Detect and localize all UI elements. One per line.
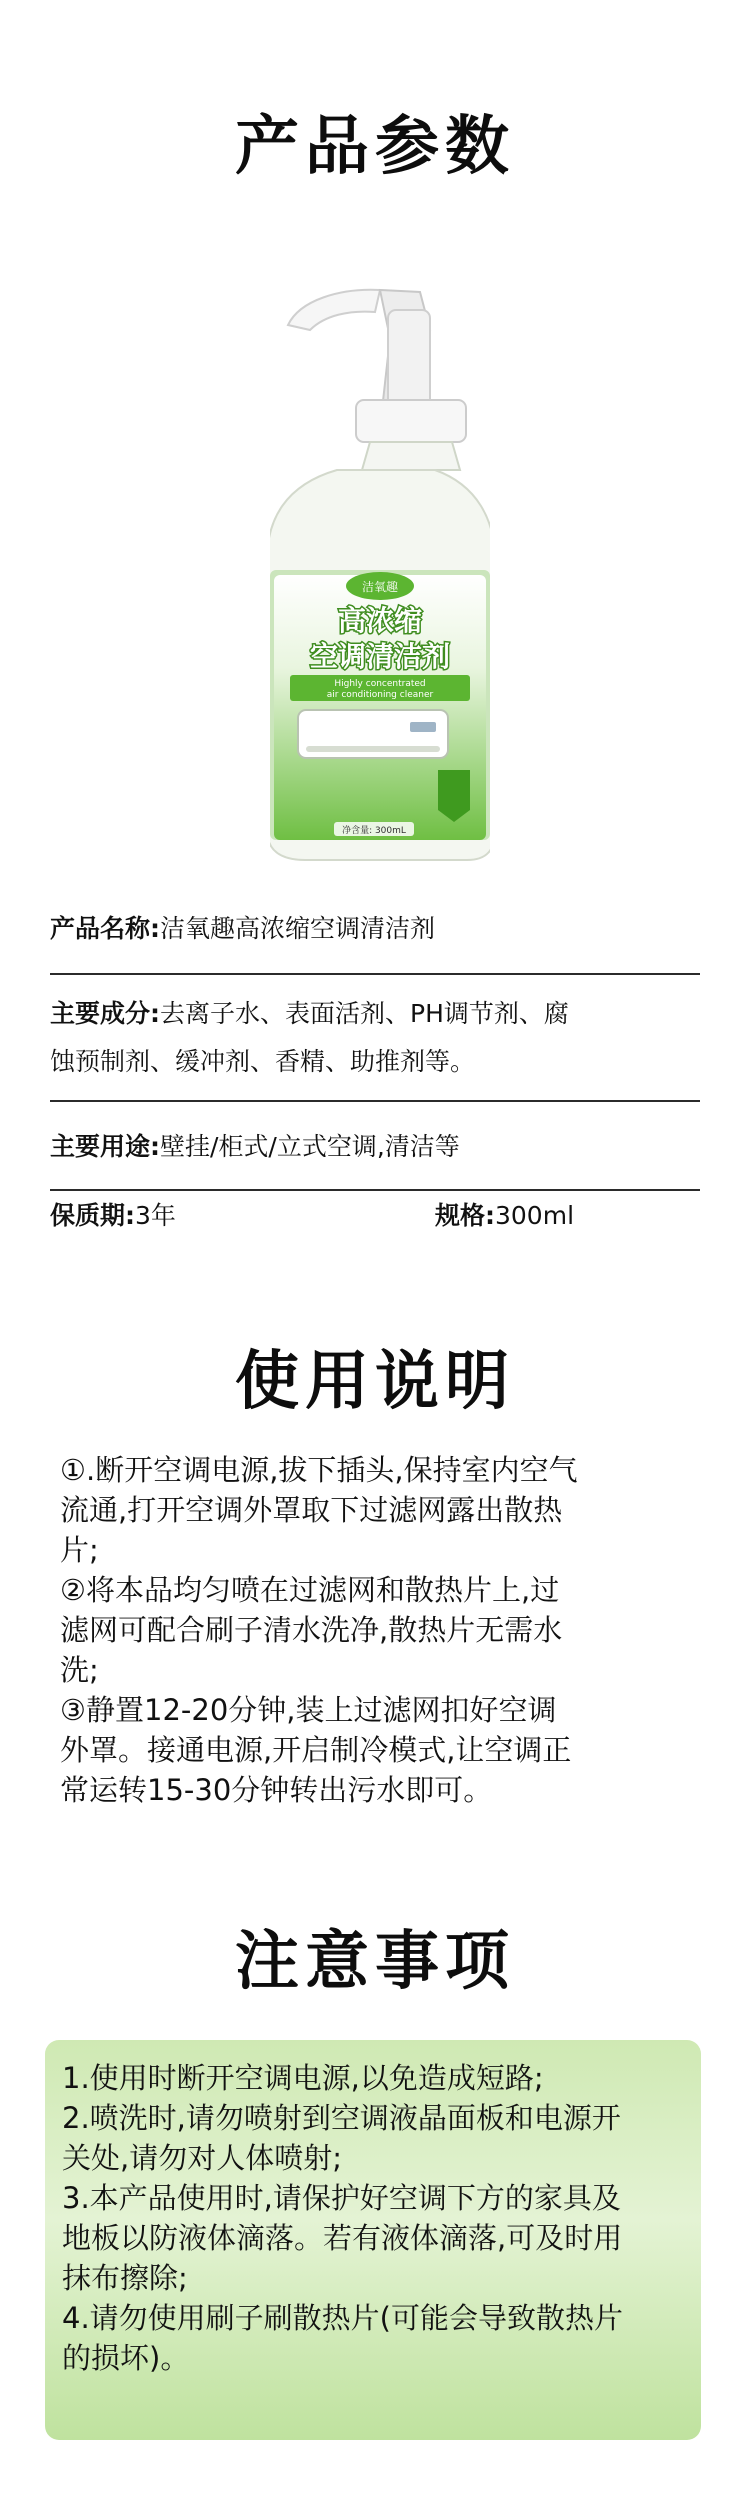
notice-line: 的损坏)。 bbox=[62, 2341, 190, 2375]
usage-line: ①.断开空调电源,拔下插头,保持室内空气 bbox=[60, 1453, 578, 1487]
param-use-row bbox=[50, 1123, 700, 1171]
bottle-volume: 净含量: 300mL bbox=[342, 826, 406, 836]
usage-line: 片; bbox=[60, 1533, 99, 1567]
param-ingredients-value-1: 去离子水、表面活剂、PH调节剂、腐 bbox=[160, 999, 569, 1028]
usage-line: 常运转15-30分钟转出污水即可。 bbox=[60, 1773, 493, 1807]
notice-title: 注意事项 bbox=[235, 1925, 515, 1999]
usage-line: 流通,打开空调外罩取下过滤网露出散热 bbox=[60, 1493, 563, 1527]
notice-line: 1.使用时断开空调电源,以免造成短路; bbox=[62, 2061, 544, 2095]
usage-line: 滤网可配合刷子清水洗净,散热片无需水 bbox=[60, 1613, 563, 1647]
notice-line: 抹布擦除; bbox=[62, 2261, 188, 2295]
usage-line: ③静置12-20分钟,装上过滤网扣好空调 bbox=[60, 1693, 557, 1727]
param-use-value: 壁挂/柜式/立式空调,清洁等 bbox=[160, 1132, 460, 1161]
param-ingredients-value-2: 蚀预制剂、缓冲剂、香精、助推剂等。 bbox=[50, 1047, 476, 1076]
param-ingredients-row bbox=[50, 990, 700, 1086]
notice-line: 关处,请勿对人体喷射; bbox=[62, 2141, 342, 2175]
notice-text bbox=[62, 2058, 682, 2378]
usage-line: ②将本品均匀喷在过滤网和散热片上,过 bbox=[60, 1573, 560, 1607]
param-spec-label: 规格: bbox=[435, 1201, 495, 1230]
params-title: 产品参数 bbox=[235, 110, 515, 184]
param-ingredients-label: 主要成分: bbox=[50, 999, 160, 1028]
usage-line: 外罩。接通电源,开启制冷模式,让空调正 bbox=[60, 1733, 572, 1767]
param-use-label: 主要用途: bbox=[50, 1132, 160, 1161]
divider bbox=[50, 1189, 700, 1191]
param-shelf-row bbox=[50, 1192, 700, 1240]
param-name-row bbox=[50, 905, 700, 953]
product-bottle-image bbox=[270, 270, 490, 870]
notice-line: 4.请勿使用刷子刷散热片(可能会导致散热片 bbox=[62, 2301, 623, 2335]
bottle-en-line2: air conditioning cleaner bbox=[326, 690, 434, 700]
bottle-badge-text: 洁氧趣 bbox=[361, 580, 399, 594]
param-shelf-value: 3年 bbox=[135, 1201, 176, 1230]
param-name-label: 产品名称: bbox=[50, 914, 160, 943]
notice-line: 2.喷洗时,请勿喷射到空调液晶面板和电源开 bbox=[62, 2101, 621, 2135]
divider bbox=[50, 973, 700, 975]
bottle-en-line1: Highly concentrated bbox=[334, 679, 426, 689]
divider bbox=[50, 1100, 700, 1102]
param-name-value: 洁氧趣高浓缩空调清洁剂 bbox=[160, 914, 436, 943]
usage-text bbox=[60, 1450, 680, 1810]
param-spec-value: 300ml bbox=[495, 1201, 575, 1230]
bottle-label-line1: 高浓缩 bbox=[337, 604, 423, 637]
usage-title: 使用说明 bbox=[235, 1345, 515, 1419]
param-spec bbox=[435, 1192, 574, 1240]
notice-line: 3.本产品使用时,请保护好空调下方的家具及 bbox=[62, 2181, 621, 2215]
usage-line: 洗; bbox=[60, 1653, 99, 1687]
notice-line: 地板以防液体滴落。若有液体滴落,可及时用 bbox=[62, 2221, 623, 2255]
param-shelf-label: 保质期: bbox=[50, 1201, 135, 1230]
bottle-label-line2: 空调清洁剂 bbox=[309, 640, 451, 673]
spray-bottle-icon bbox=[270, 270, 490, 870]
